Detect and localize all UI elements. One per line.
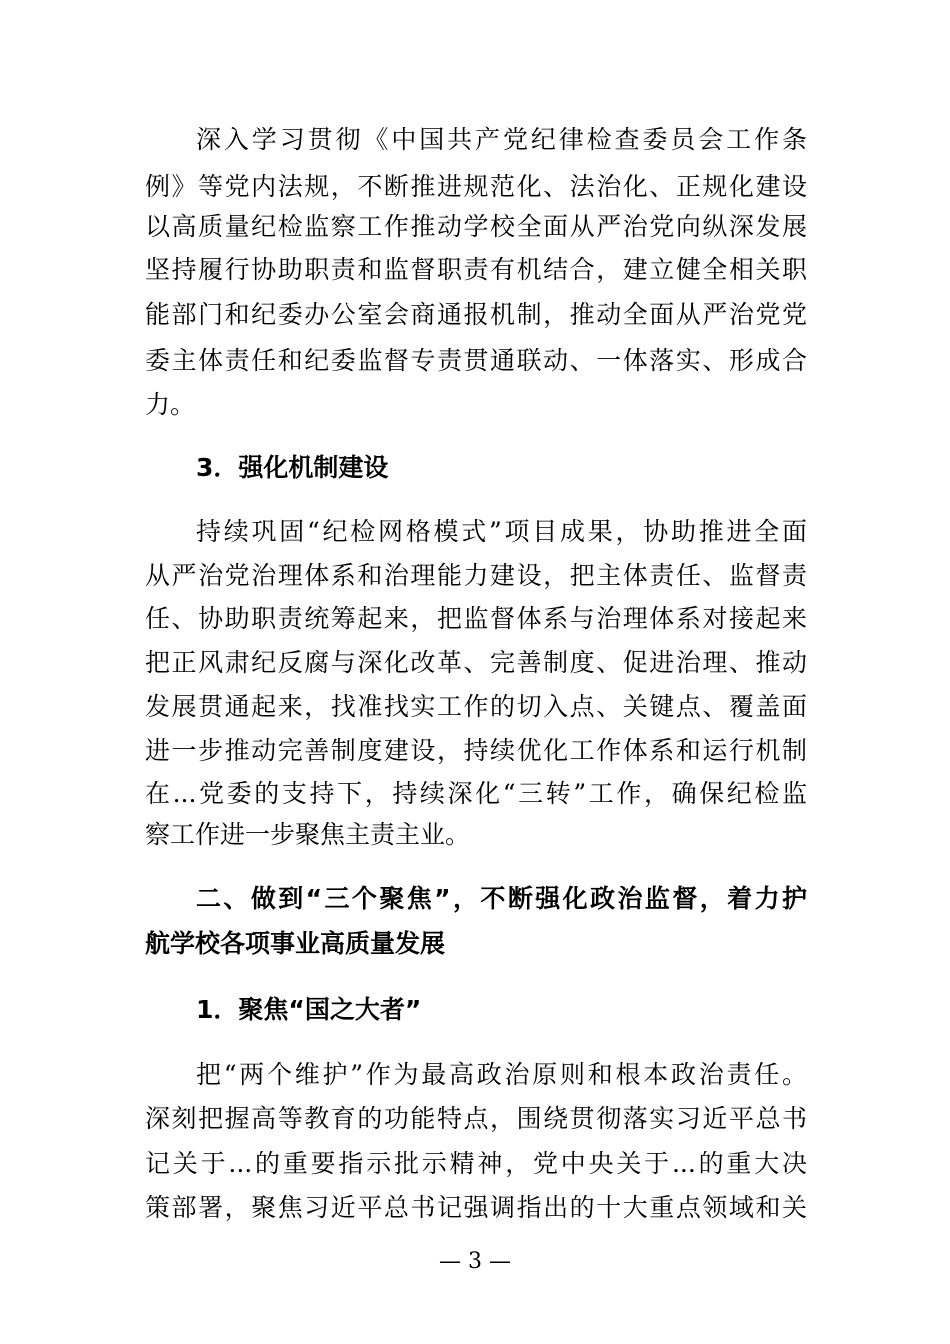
paragraph-line: 察工作进一步聚焦主责主业。 xyxy=(145,820,471,849)
paragraph-line: 持续巩固“纪检网格模式”项目成果，协助推进全面 xyxy=(196,517,807,546)
paragraph-line: 把正风肃纪反腐与深化改革、完善制度、促进治理、推动 xyxy=(145,648,807,677)
paragraph-line: 在...党委的支持下，持续深化“三转”工作，确保纪检监 xyxy=(145,779,807,808)
paragraph-line: 委主体责任和纪委监督专责贯通联动、一体落实、形成合 xyxy=(145,346,807,375)
paragraph-line: 力。 xyxy=(145,390,196,419)
paragraph-line: 从严治党治理体系和治理能力建设，把主体责任、监督责 xyxy=(145,561,807,590)
paragraph-line: 发展贯通起来，找准找实工作的切入点、关键点、覆盖面 xyxy=(145,692,807,721)
paragraph-line: 进一步推动完善制度建设，持续优化工作体系和运行机制 xyxy=(145,736,807,765)
paragraph-line: 以高质量纪检监察工作推动学校全面从严治党向纵深发展 xyxy=(145,212,807,241)
page-number: — 3 — xyxy=(439,1249,511,1274)
section-heading: 3．强化机制建设 xyxy=(196,453,389,482)
paragraph-line: 能部门和纪委办公室会商通报机制，推动全面从严治党党 xyxy=(145,300,807,329)
chapter-heading: 二、做到“三个聚焦”，不断强化政治监督，着力护 xyxy=(196,884,807,913)
paragraph-line: 例》等党内法规，不断推进规范化、法治化、正规化建设 xyxy=(145,172,807,201)
paragraph-line: 把“两个维护”作为最高政治原则和根本政治责任。 xyxy=(196,1060,807,1089)
paragraph-line: 深刻把握高等教育的功能特点，围绕贯彻落实习近平总书 xyxy=(145,1104,807,1133)
section-heading: 1．聚焦“国之大者” xyxy=(196,995,422,1024)
paragraph-line: 记关于...的重要指示批示精神，党中央关于...的重大决 xyxy=(145,1149,807,1178)
paragraph-line: 策部署，聚焦习近平总书记强调指出的十大重点领域和关 xyxy=(145,1193,807,1222)
paragraph-line: 深入学习贯彻《中国共产党纪律检查委员会工作条 xyxy=(196,125,807,154)
chapter-heading: 航学校各项事业高质量发展 xyxy=(145,929,446,958)
paragraph-line: 坚持履行协助职责和监督职责有机结合，建立健全相关职 xyxy=(145,255,807,284)
paragraph-line: 任、协助职责统筹起来，把监督体系与治理体系对接起来 xyxy=(145,604,807,633)
